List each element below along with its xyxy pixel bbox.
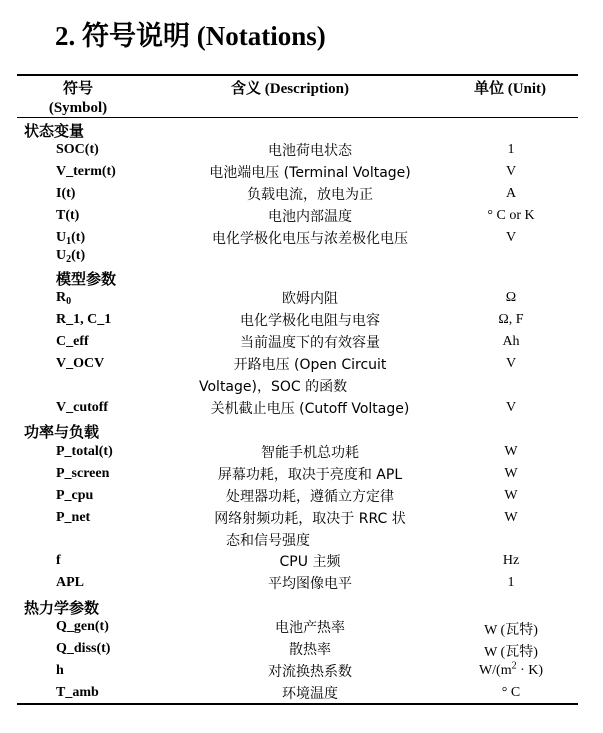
unit-h-post: · K) xyxy=(516,663,544,678)
unit-v-term: V xyxy=(505,164,517,179)
desc-current: 负载电流，放电为正 xyxy=(247,187,373,203)
unit-t-amb: ° C xyxy=(501,685,521,700)
desc-apl: 平均图像电平 xyxy=(268,576,352,592)
desc-p-cpu: 处理器功耗，遵循立方定律 xyxy=(226,489,394,505)
desc-q-diss: 散热率 xyxy=(289,642,331,658)
symbol-v-cutoff: V_cutoff xyxy=(56,400,109,415)
unit-c-eff: Ah xyxy=(502,334,520,349)
symbol-p-net: P_net xyxy=(56,510,91,525)
symbol-u1-tail: (t) xyxy=(71,230,86,245)
desc-p-net-line1: 网络射频功耗，取决于 RRC 状 xyxy=(214,511,406,527)
unit-p-cpu: W xyxy=(504,488,518,503)
unit-current: A xyxy=(505,186,517,201)
unit-v-ocv: V xyxy=(505,356,517,371)
header-symbol-cn: 符号 xyxy=(62,81,93,97)
symbol-t-amb: T_amb xyxy=(56,685,99,700)
table-header-rule xyxy=(17,117,578,118)
symbol-r0-main: R xyxy=(56,290,67,305)
unit-p-total: W xyxy=(504,444,518,459)
unit-h xyxy=(452,660,570,679)
desc-c-eff: 当前温度下的有效容量 xyxy=(240,335,380,351)
symbol-u2-sub: 2 xyxy=(66,254,72,265)
symbol-u1-main: U xyxy=(56,230,67,245)
unit-v-cutoff: V xyxy=(505,400,517,415)
symbol-q-gen: Q_gen(t) xyxy=(56,619,109,634)
unit-soc: 1 xyxy=(507,142,515,157)
section-model-parameters: 模型参数 xyxy=(56,270,117,288)
desc-p-total: 智能手机总功耗 xyxy=(261,445,359,461)
unit-apl: 1 xyxy=(507,575,515,590)
desc-p-screen: 屏幕功耗，取决于亮度和 APL xyxy=(217,467,403,483)
desc-v-term: 电池端电压 (Terminal Voltage) xyxy=(209,165,411,181)
table-bottom-rule xyxy=(17,703,578,705)
desc-t-amb: 环境温度 xyxy=(282,686,338,702)
unit-frequency: Hz xyxy=(502,553,520,568)
unit-q-diss: W (瓦特) xyxy=(484,645,538,660)
symbol-u2 xyxy=(56,248,85,264)
desc-r0: 欧姆内阻 xyxy=(282,291,338,307)
symbol-u1 xyxy=(56,230,85,246)
desc-r1-c1: 电化学极化电阻与电容 xyxy=(240,313,380,329)
table-top-rule xyxy=(17,74,578,76)
desc-q-gen: 电池产热率 xyxy=(275,620,345,636)
symbol-u1-sub: 1 xyxy=(66,236,72,247)
desc-temperature: 电池内部温度 xyxy=(268,209,352,225)
symbol-h: h xyxy=(56,663,64,678)
unit-r1-c1: Ω, F xyxy=(498,312,524,327)
symbol-u2-main: U xyxy=(56,248,67,263)
unit-h-pre: W/(m xyxy=(478,663,512,678)
desc-p-net-line2: 态和信号强度 xyxy=(226,533,310,549)
desc-h: 对流换热系数 xyxy=(268,664,352,680)
header-description: 含义 (Description) xyxy=(231,81,349,97)
desc-u1-u2: 电化学极化电压与浓差极化电压 xyxy=(212,231,408,247)
symbol-r1-c1: R_1, C_1 xyxy=(56,312,112,327)
page-title: 2. 符号说明 (Notations) xyxy=(55,21,326,51)
desc-soc: 电池荷电状态 xyxy=(268,143,352,159)
symbol-p-cpu: P_cpu xyxy=(56,488,94,503)
symbol-q-diss: Q_diss(t) xyxy=(56,641,111,656)
unit-r0: Ω xyxy=(505,290,517,305)
symbol-u2-tail: (t) xyxy=(71,248,86,263)
section-state-variables: 状态变量 xyxy=(24,122,85,140)
unit-p-net: W xyxy=(504,510,518,525)
desc-v-cutoff: 关机截止电压 (Cutoff Voltage) xyxy=(210,401,410,417)
unit-temperature: ° C or K xyxy=(487,208,535,223)
unit-q-gen: W (瓦特) xyxy=(484,623,538,638)
symbol-r0 xyxy=(56,290,71,306)
symbol-frequency: f xyxy=(56,553,61,568)
desc-frequency: CPU 主频 xyxy=(279,554,341,570)
desc-v-ocv-line2: Voltage)，SOC 的函数 xyxy=(199,379,348,395)
section-power-load: 功率与负载 xyxy=(24,423,100,441)
desc-v-ocv-line1: 开路电压 (Open Circuit xyxy=(233,357,387,373)
symbol-p-total: P_total(t) xyxy=(56,444,113,459)
section-thermal-parameters: 热力学参数 xyxy=(24,599,100,617)
symbol-p-screen: P_screen xyxy=(56,466,110,481)
symbol-c-eff: C_eff xyxy=(56,334,89,349)
symbol-v-term: V_term(t) xyxy=(56,164,116,179)
header-unit: 单位 (Unit) xyxy=(473,81,547,97)
symbol-v-ocv: V_OCV xyxy=(56,356,105,371)
symbol-r0-sub: 0 xyxy=(66,296,72,307)
unit-h-sup: 2 xyxy=(511,660,517,672)
unit-u1-u2: V xyxy=(505,230,517,245)
symbol-soc: SOC(t) xyxy=(56,142,99,157)
header-symbol xyxy=(43,80,113,118)
symbol-current: I(t) xyxy=(56,186,76,201)
header-symbol-en: (Symbol) xyxy=(48,100,108,116)
unit-p-screen: W xyxy=(504,466,518,481)
symbol-temperature: T(t) xyxy=(56,208,80,223)
symbol-apl: APL xyxy=(56,575,84,590)
